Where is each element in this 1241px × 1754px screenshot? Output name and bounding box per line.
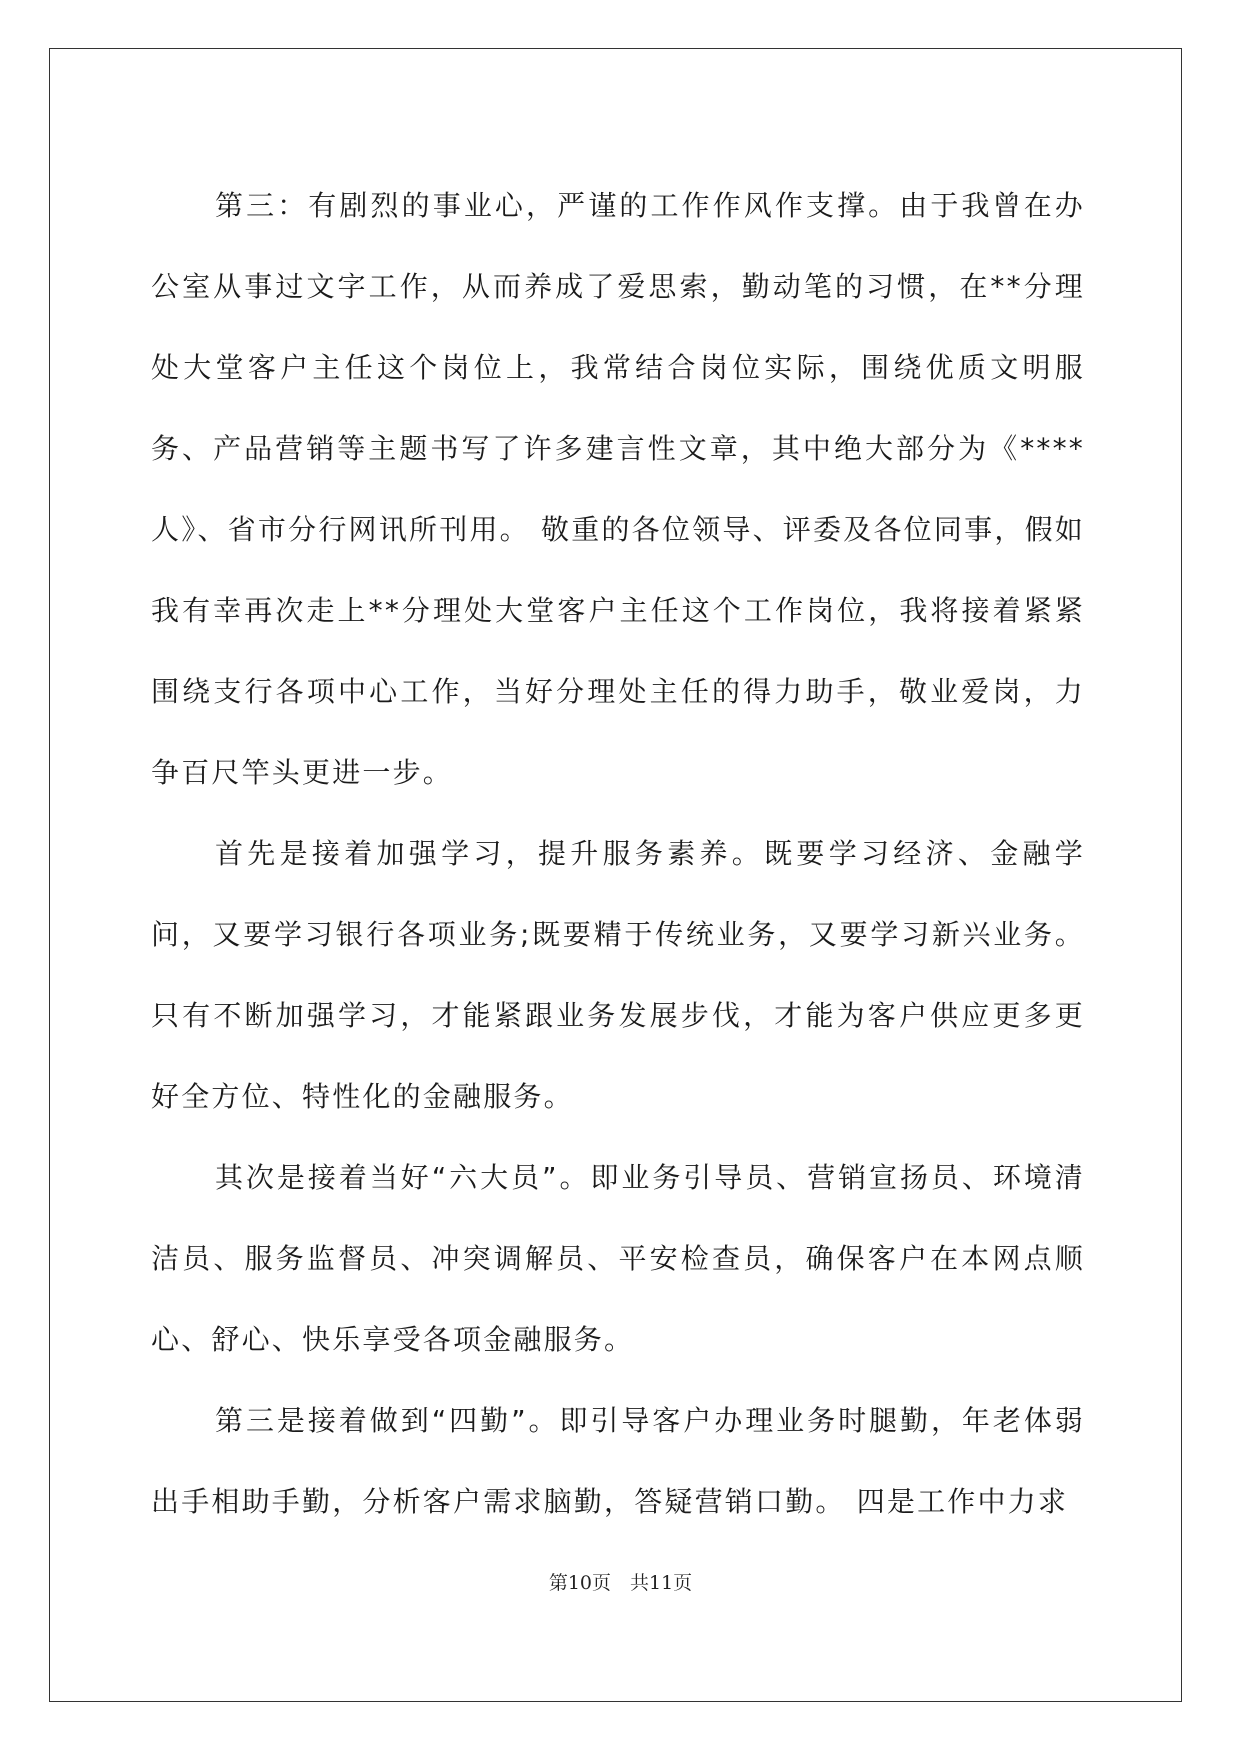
paragraph-3: 其次是接着当好“六大员”。即业务引导员、营销宣扬员、环境清洁员、服务监督员、冲突调解员、平安检查员，确保客户在本网点顺心、舒心、快乐享受各项金融服务。 xyxy=(151,1161,1085,1356)
page-number-label: 第10页 共11页 xyxy=(548,1572,693,1594)
paragraph-2: 首先是接着加强学习，提升服务素养。既要学习经济、金融学问，又要学习银行各项业务;既要精于传统业务，又要学习新兴业务。只有不断加强学习，才能紧跟业务发展步伐，才能为客户供应更多更好全方位、特性化的金融服务。 xyxy=(151,837,1085,1113)
page-footer xyxy=(0,1571,1241,1595)
paragraph-4: 第三是接着做到“四勤”。即引导客户办理业务时腿勤，年老体弱出手相助手勤，分析客户需求脑勤，答疑营销口勤。 四是工作中力求 xyxy=(151,1404,1085,1518)
paragraph-1: 第三：有剧烈的事业心，严谨的工作作风作支撑。由于我曾在办公室从事过文字工作，从而养成了爱思索，勤动笔的习惯，在**分理处大堂客户主任这个岗位上，我常结合岗位实际，围绕优质文明服务、产品营销等主题书写了许多建言性文章，其中绝大部分为《****人》、省市分行网讯所刊用。 敬重的各位领导、评委及各位同事，假如我有幸再次走上**分理处大堂客户主任这个工作岗位，我将接着紧紧围绕支行各项中心工作，当好分理处主任的得力助手，敬业爱岗，力争百尺竿头更进一步。 xyxy=(151,189,1085,789)
document-body xyxy=(151,165,1085,1542)
